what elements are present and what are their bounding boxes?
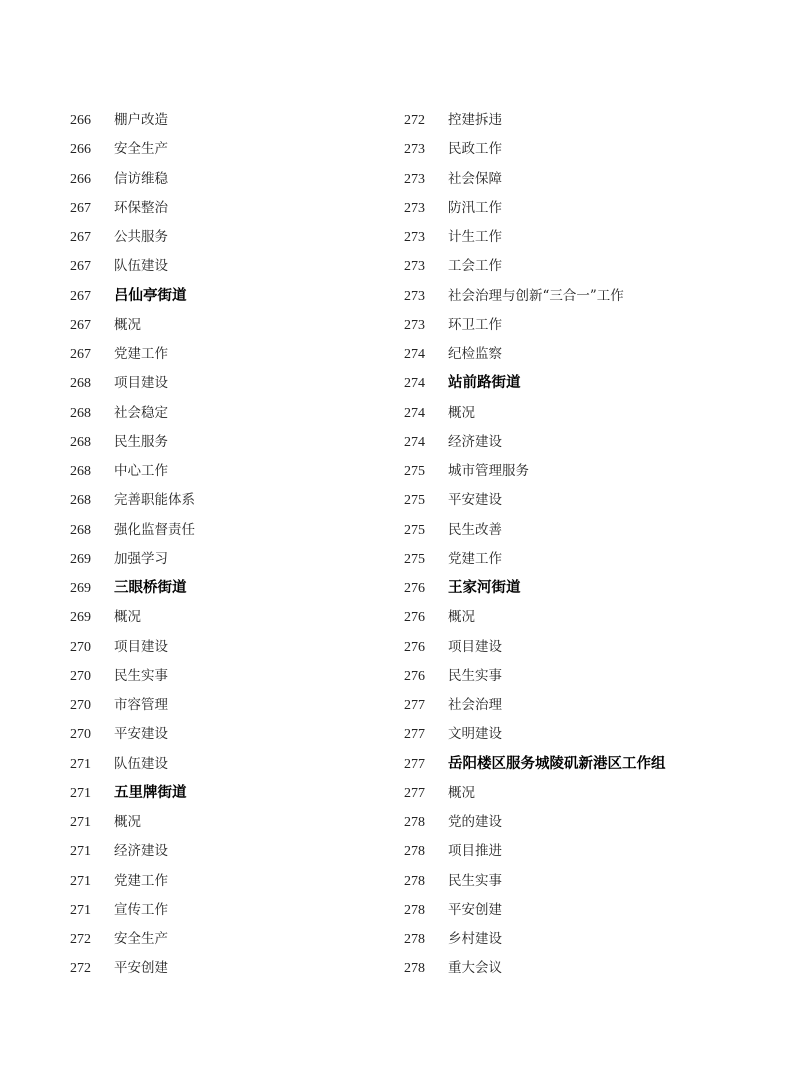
toc-section-heading	[404, 574, 734, 603]
page-number: 278	[404, 902, 425, 918]
entry-title: 平安建设	[448, 492, 502, 509]
page-number: 268	[70, 464, 91, 479]
entry-title: 宣传工作	[114, 901, 168, 918]
toc-entry	[70, 808, 400, 837]
toc-section-heading	[70, 574, 400, 603]
toc-entry	[70, 369, 400, 398]
entry-title: 防汛工作	[448, 199, 502, 216]
toc-entry	[70, 691, 400, 720]
toc-entry	[70, 545, 400, 574]
page-number: 272	[70, 932, 91, 947]
page-number: 267	[70, 259, 91, 275]
entry-title: 党的建设	[448, 814, 502, 830]
toc-entry	[70, 399, 400, 428]
toc-entry	[404, 106, 734, 135]
toc-entry	[404, 779, 734, 808]
page-number: 267	[70, 347, 91, 362]
toc-entry	[404, 486, 734, 515]
toc-entry	[404, 867, 734, 896]
entry-title: 民生实事	[448, 667, 502, 684]
toc-entry	[404, 311, 734, 340]
toc-entry	[70, 223, 400, 252]
page-number: 278	[404, 873, 425, 889]
toc-entry	[404, 252, 734, 281]
toc-entry	[404, 691, 734, 720]
page-number: 274	[404, 405, 425, 421]
page-number: 273	[404, 288, 425, 304]
page-number: 269	[70, 581, 91, 596]
page-number: 273	[404, 230, 425, 245]
page-number: 268	[70, 434, 91, 450]
entry-title: 民政工作	[448, 141, 502, 158]
entry-title: 控建拆违	[448, 112, 502, 128]
page-number: 277	[404, 756, 425, 772]
toc-entry	[404, 925, 734, 954]
entry-title: 平安建设	[114, 726, 168, 743]
page-number: 268	[70, 522, 91, 538]
page-number: 272	[70, 961, 91, 977]
toc-entry	[404, 896, 734, 925]
toc-entry	[70, 486, 400, 515]
toc-right-column	[404, 106, 734, 984]
entry-title: 经济建设	[448, 433, 502, 450]
page-number: 266	[70, 142, 91, 158]
entry-title: 乡村建设	[448, 931, 502, 947]
entry-title: 项目推进	[448, 843, 502, 860]
entry-title: 棚户改造	[114, 112, 168, 128]
page-number: 267	[70, 317, 91, 333]
toc-entry	[404, 837, 734, 866]
toc-entry	[404, 662, 734, 691]
entry-title: 市容管理	[114, 697, 168, 713]
entry-title: 概况	[114, 316, 141, 333]
page-number: 271	[70, 844, 91, 860]
entry-title: 队伍建设	[114, 258, 168, 275]
page-number: 268	[70, 405, 91, 421]
toc-left-column	[70, 106, 400, 984]
page-number: 277	[404, 785, 425, 801]
toc-entry	[70, 194, 400, 223]
section-title: 王家河街道	[448, 580, 521, 596]
entry-title: 党建工作	[448, 550, 502, 567]
section-title: 五里牌街道	[114, 784, 187, 801]
toc-entry	[70, 925, 400, 954]
entry-title: 经济建设	[114, 843, 168, 860]
page-number: 271	[70, 815, 91, 830]
entry-title: 城市管理服务	[448, 463, 529, 479]
toc-entry	[70, 311, 400, 340]
entry-title: 社会治理与创新“三合一”工作	[448, 287, 624, 304]
toc-entry	[404, 428, 734, 457]
page-number: 278	[404, 815, 425, 830]
entry-title: 社会稳定	[114, 404, 168, 421]
entry-title: 加强学习	[114, 550, 168, 567]
toc-entry	[70, 603, 400, 632]
entry-title: 队伍建设	[114, 755, 168, 772]
page-number: 273	[404, 200, 425, 216]
page-number: 270	[70, 639, 91, 655]
page-number: 273	[404, 142, 425, 158]
entry-title: 平安创建	[448, 901, 502, 918]
page-number: 271	[70, 902, 91, 918]
entry-title: 社会治理	[448, 697, 502, 713]
page-number: 268	[70, 493, 91, 509]
page-number: 266	[70, 171, 91, 187]
page-number: 275	[404, 551, 425, 567]
page-number: 267	[70, 200, 91, 216]
entry-title: 概况	[448, 784, 475, 801]
toc-entry	[404, 282, 734, 311]
page-number: 271	[70, 873, 91, 889]
toc-entry	[70, 457, 400, 486]
entry-title: 信访维稳	[114, 170, 168, 187]
page-number: 274	[404, 376, 425, 392]
page-number: 273	[404, 171, 425, 187]
entry-title: 安全生产	[114, 141, 168, 158]
toc-entry	[70, 428, 400, 457]
page-number: 266	[70, 113, 91, 128]
entry-title: 工会工作	[448, 258, 502, 275]
toc-entry	[70, 954, 400, 983]
page-number: 275	[404, 493, 425, 509]
entry-title: 环保整治	[114, 199, 168, 216]
toc-entry	[70, 867, 400, 896]
toc-section-heading	[404, 750, 734, 779]
toc-entry	[70, 165, 400, 194]
entry-title: 中心工作	[114, 463, 168, 479]
page-number: 274	[404, 434, 425, 450]
page-number: 269	[70, 610, 91, 626]
toc-entry	[70, 896, 400, 925]
section-title: 三眼桥街道	[114, 580, 187, 596]
toc-section-heading	[404, 369, 734, 398]
toc-entry	[404, 633, 734, 662]
page-number: 276	[404, 668, 425, 684]
section-title: 岳阳楼区服务城陵矶新港区工作组	[448, 755, 666, 772]
entry-title: 项目建设	[448, 638, 502, 655]
page-number: 277	[404, 727, 425, 743]
page-number: 278	[404, 932, 425, 947]
toc-entry	[70, 252, 400, 281]
page-number: 270	[70, 698, 91, 713]
entry-title: 平安创建	[114, 960, 168, 977]
page-number: 276	[404, 639, 425, 655]
toc-entry	[70, 106, 400, 135]
page-number: 276	[404, 610, 425, 626]
toc-entry	[404, 808, 734, 837]
page-number: 278	[404, 844, 425, 860]
toc-entry	[70, 837, 400, 866]
page-number: 276	[404, 581, 425, 596]
entry-title: 项目建设	[114, 638, 168, 655]
page-number: 267	[70, 230, 91, 245]
page-number: 270	[70, 668, 91, 684]
entry-title: 纪检监察	[448, 346, 502, 362]
toc-entry	[404, 603, 734, 632]
toc-entry	[404, 720, 734, 749]
toc-entry	[404, 457, 734, 486]
page-number: 275	[404, 522, 425, 538]
toc-entry	[404, 516, 734, 545]
toc-entry	[404, 340, 734, 369]
toc-entry	[404, 223, 734, 252]
toc-entry	[404, 165, 734, 194]
page-number: 267	[70, 288, 91, 304]
page-number: 273	[404, 317, 425, 333]
page-number: 271	[70, 785, 91, 801]
entry-title: 民生实事	[448, 872, 502, 889]
toc-entry	[70, 633, 400, 662]
page-number: 278	[404, 961, 425, 977]
toc-entry	[70, 720, 400, 749]
page-number: 269	[70, 551, 91, 567]
page-number: 277	[404, 698, 425, 713]
entry-title: 公共服务	[114, 229, 168, 245]
entry-title: 概况	[114, 609, 141, 626]
entry-title: 项目建设	[114, 375, 168, 392]
entry-title: 概况	[448, 404, 475, 421]
toc-entry	[404, 954, 734, 983]
entry-title: 重大会议	[448, 960, 502, 977]
toc-section-heading	[70, 779, 400, 808]
page-number: 270	[70, 727, 91, 743]
entry-title: 环卫工作	[448, 316, 502, 333]
entry-title: 完善职能体系	[114, 492, 195, 509]
entry-title: 民生实事	[114, 667, 168, 684]
entry-title: 强化监督责任	[114, 521, 195, 538]
entry-title: 概况	[448, 609, 475, 626]
section-title: 站前路街道	[448, 375, 521, 392]
toc-entry	[404, 135, 734, 164]
page-number: 273	[404, 259, 425, 275]
page-number: 274	[404, 347, 425, 362]
toc-entry	[70, 516, 400, 545]
entry-title: 民生服务	[114, 433, 168, 450]
entry-title: 民生改善	[448, 521, 502, 538]
entry-title: 概况	[114, 814, 141, 830]
entry-title: 社会保障	[448, 170, 502, 187]
section-title: 吕仙亭街道	[114, 287, 187, 304]
toc-entry	[70, 340, 400, 369]
toc-section-heading	[70, 282, 400, 311]
page-number: 268	[70, 376, 91, 392]
page-number: 272	[404, 113, 425, 128]
toc-entry	[70, 750, 400, 779]
entry-title: 安全生产	[114, 931, 168, 947]
page-number: 275	[404, 464, 425, 479]
toc-entry	[70, 662, 400, 691]
entry-title: 文明建设	[448, 726, 502, 743]
toc-entry	[70, 135, 400, 164]
entry-title: 计生工作	[448, 229, 502, 245]
toc-entry	[404, 399, 734, 428]
page-number: 271	[70, 756, 91, 772]
entry-title: 党建工作	[114, 346, 168, 362]
entry-title: 党建工作	[114, 872, 168, 889]
toc-entry	[404, 194, 734, 223]
toc-entry	[404, 545, 734, 574]
